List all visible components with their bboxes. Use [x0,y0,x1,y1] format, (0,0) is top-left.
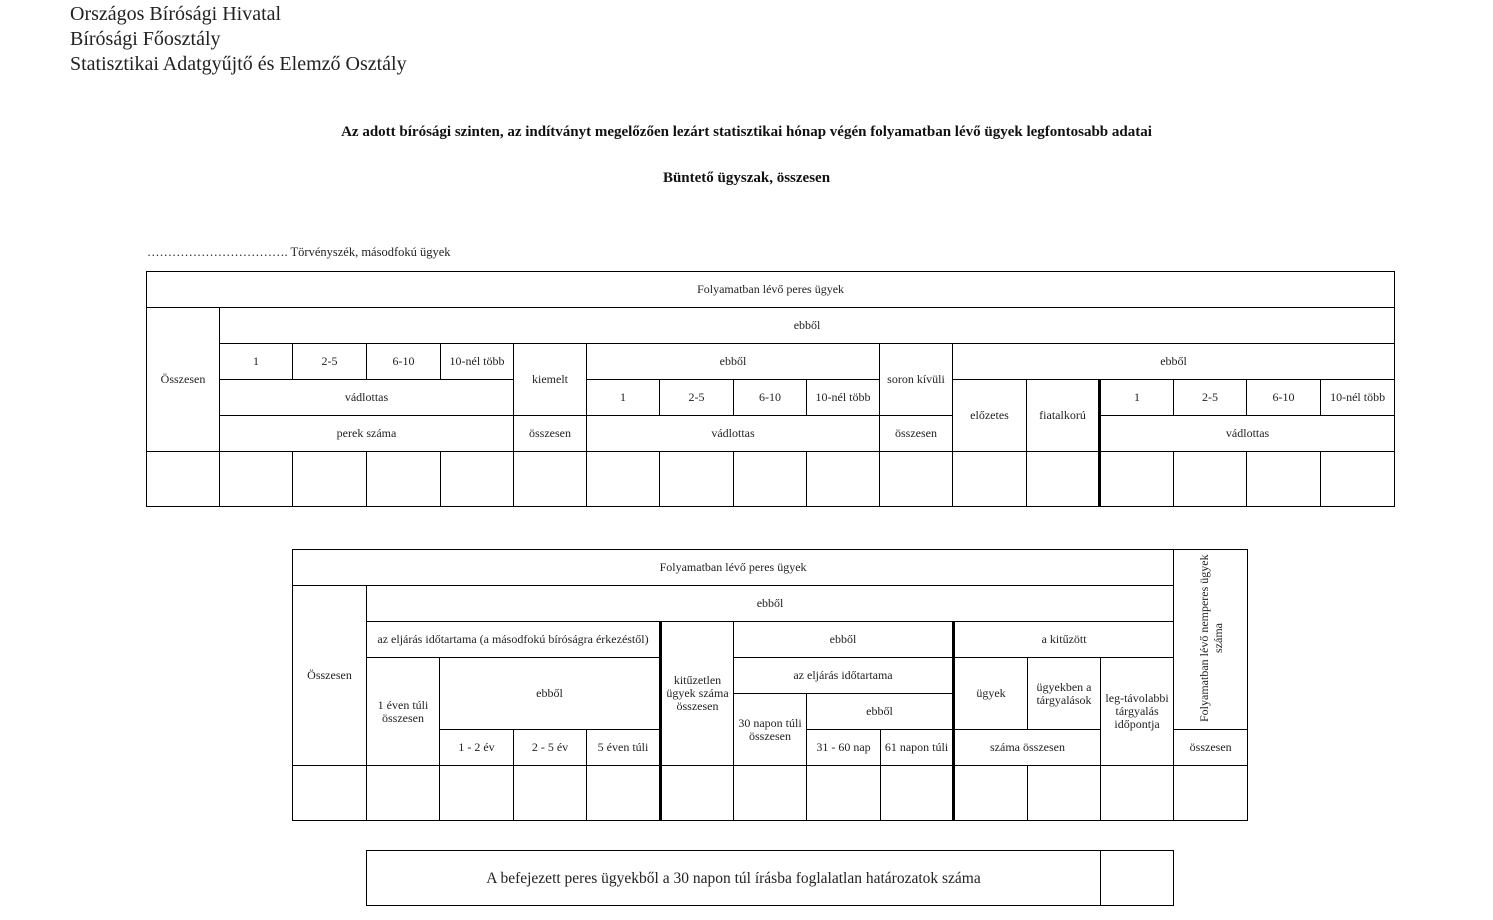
latest-hearing-header: leg-távolabbi tárgyalás időpontja [1101,658,1174,766]
data-cell[interactable] [1174,452,1247,507]
expedited-total-label: összesen [880,416,953,452]
defendant-count-10-plus: 10-nél több [441,344,514,380]
expedited-of-which: ebből [953,344,1395,380]
priority-count-6-10: 6-10 [734,380,807,416]
expedited-count-6-10: 6-10 [1247,380,1321,416]
organization-header [70,2,407,77]
data-cell[interactable] [1247,452,1321,507]
expedited-defendants-label: vádlottas [1100,416,1395,452]
of-which-header: ebből [220,308,1395,344]
expedited-count-2-5: 2-5 [1174,380,1247,416]
range-31-60-days: 31 - 60 nap [807,730,881,766]
data-cell[interactable] [1174,766,1248,821]
priority-total-label: összesen [514,416,587,452]
priority-defendants-label: vádlottas [587,416,880,452]
range-2-5-years: 2 - 5 év [514,730,587,766]
nonlitigious-label: Folyamatban lévő nemperes ügyek száma [1196,554,1225,722]
days-of-which: ebből [807,694,954,730]
org-name: Országos Bírósági Hivatal [70,3,282,25]
data-cell[interactable] [1101,851,1174,906]
data-cell[interactable] [220,452,293,507]
table1-header: Folyamatban lévő peres ügyek [147,272,1395,308]
cases-header: ügyek [954,658,1028,730]
data-cell[interactable] [514,452,587,507]
nonlitigious-header [1174,550,1248,730]
range-1-2-years: 1 - 2 év [440,730,514,766]
data-cell[interactable] [660,452,734,507]
unscheduled-duration-header: az eljárás időtartama [734,658,954,694]
range-over-5-years: 5 éven túli [587,730,661,766]
data-cell[interactable] [661,766,734,821]
juvenile-header: fiatalkorú [1027,380,1100,452]
data-cell[interactable] [293,766,367,821]
division-name: Statisztikai Adatgyűjtő és Elemző Osztály [70,53,407,75]
expedited-header: soron kívüli [880,344,953,416]
total-header: Összesen [293,586,367,766]
data-cell[interactable] [1028,766,1101,821]
data-cell[interactable] [734,766,807,821]
court-line: ……………………………. Törvényszék, másodfokú ügyek [147,245,451,259]
data-cell[interactable] [440,766,514,821]
defendant-count-1: 1 [220,344,293,380]
duration-of-which: ebből [440,658,661,730]
data-cell[interactable] [367,766,440,821]
data-cell[interactable] [1027,452,1100,507]
data-cell[interactable] [514,766,587,821]
data-cell[interactable] [954,766,1028,821]
hearings-header: ügyekben a tárgyalások [1028,658,1101,730]
data-cell[interactable] [807,766,881,821]
data-cell[interactable] [587,452,660,507]
defendant-count-2-5: 2-5 [293,344,367,380]
document-subtitle: Büntető ügyszak, összesen [662,170,831,186]
defendants-label: vádlottas [220,380,514,416]
data-cell[interactable] [1101,766,1174,821]
table2-header: Folyamatban lévő peres ügyek [293,550,1174,586]
department-name: Bírósági Főosztály [70,28,221,50]
total-header: Összesen [147,308,220,452]
priority-header: kiemelt [514,344,587,416]
data-cell[interactable] [880,452,953,507]
priority-count-1: 1 [587,380,660,416]
pretrial-detention-header: előzetes [953,380,1027,452]
count-total-label: száma összesen [954,730,1101,766]
case-count-label: perek száma [220,416,514,452]
expedited-count-1: 1 [1100,380,1174,416]
data-cell[interactable] [881,766,954,821]
unwritten-decisions-label: A befejezett peres ügyekből a 30 napon túl írásba foglalatlan határozatok száma [367,851,1101,906]
priority-of-which: ebből [587,344,880,380]
unscheduled-of-which: ebből [734,622,954,658]
pending-cases-duration-table [292,549,1248,821]
nonlitigious-total-label: összesen [1174,730,1248,766]
defendant-count-6-10: 6-10 [367,344,441,380]
priority-count-2-5: 2-5 [660,380,734,416]
unwritten-decisions-table [366,850,1174,906]
data-cell[interactable] [1321,452,1395,507]
data-cell[interactable] [953,452,1027,507]
data-cell[interactable] [734,452,807,507]
unscheduled-header: kitűzetlen ügyek száma összesen [661,622,734,766]
scheduled-header: a kitűzött [954,622,1174,658]
data-cell[interactable] [293,452,367,507]
document-title: Az adott bírósági szinten, az indítványt megelőzően lezárt statisztikai hónap végén folyamatban lévő ügyek legfontosabb adatai [341,124,1152,140]
priority-count-10-plus: 10-nél több [807,380,880,416]
expedited-count-10-plus: 10-nél több [1321,380,1395,416]
duration-header: az eljárás időtartama (a másodfokú bíróságra érkezéstől) [367,622,661,658]
over-30-days-header: 30 napon túli összesen [734,694,807,766]
over-one-year-header: 1 éven túli összesen [367,658,440,766]
of-which-header: ebből [367,586,1174,622]
range-over-61-days: 61 napon túli [881,730,954,766]
data-cell[interactable] [367,452,441,507]
data-cell[interactable] [587,766,661,821]
pending-cases-table [146,271,1395,507]
data-cell[interactable] [147,452,220,507]
data-cell[interactable] [1100,452,1174,507]
data-cell[interactable] [807,452,880,507]
data-cell[interactable] [441,452,514,507]
